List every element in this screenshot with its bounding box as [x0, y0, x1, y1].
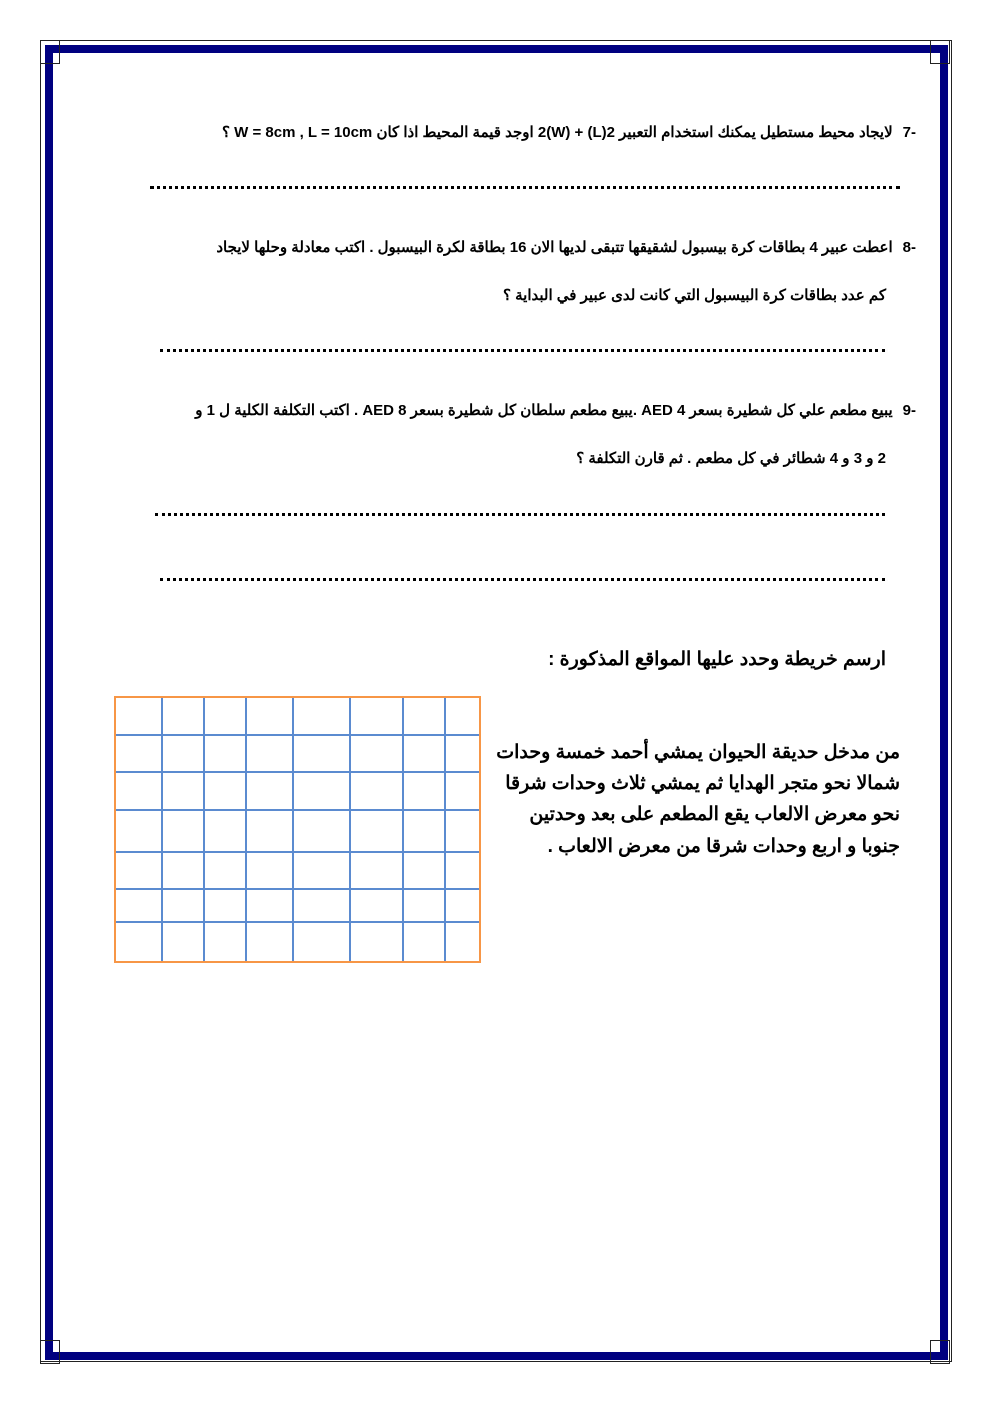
- question-text: يبيع مطعم علي كل شطيرة بسعر AED 4 .يبيع مطعم سلطان كل شطيرة بسعر AED 8 . اكتب التكلفة الكلية ل 1 و: [195, 402, 893, 419]
- question-8-line-2: كم عدد بطاقات كرة البيسبول التي كانت لدى عبير في البداية ؟: [502, 287, 886, 304]
- question-9-line-2: 2 و 3 و 4 شطائر في كل مطعم . ثم قارن التكلفة ؟: [576, 450, 886, 467]
- answer-line[interactable]: [160, 578, 885, 581]
- question-number: -7: [902, 124, 916, 141]
- corner-ornament-tl: [40, 40, 60, 64]
- question-number: -9: [902, 402, 916, 419]
- question-number: -8: [902, 239, 916, 256]
- answer-line[interactable]: [155, 513, 885, 516]
- map-task-line-4: جنوبا و اربع وحدات شرقا من معرض الالعاب .: [547, 836, 900, 857]
- grid-line: [116, 809, 479, 811]
- map-task-line-2: شمالا نحو متجر الهدايا ثم يمشي ثلاث وحدات شرقا: [505, 773, 900, 794]
- question-9: [195, 401, 916, 419]
- corner-ornament-tr: [930, 40, 950, 64]
- grid-line: [116, 888, 479, 890]
- corner-ornament-br: [930, 1340, 950, 1364]
- grid-line: [116, 734, 479, 736]
- question-text: لايجاد محيط مستطيل يمكنك استخدام التعبير 2(L) + 2(W) اوجد قيمة المحيط اذا كان W = 8cm , L = 10cm ؟: [222, 124, 893, 141]
- question-text: اعطت عبير 4 بطاقات كرة بيسبول لشقيقها تتبقى لديها الان 16 بطاقة لكرة البيسبول . اكتب معادلة وحلها لايجاد: [216, 239, 893, 256]
- map-grid[interactable]: [114, 696, 481, 963]
- grid-line: [116, 851, 479, 853]
- map-task-line-1: من مدخل حديقة الحيوان يمشي أحمد خمسة وحدات: [496, 742, 900, 763]
- map-task-line-3: نحو معرض الالعاب يقع المطعم على بعد وحدتين: [529, 804, 900, 825]
- map-task-heading: ارسم خريطة وحدد عليها المواقع المذكورة :: [548, 649, 886, 670]
- question-7: [222, 123, 916, 141]
- grid-line: [116, 771, 479, 773]
- corner-ornament-bl: [40, 1340, 60, 1364]
- answer-line[interactable]: [150, 186, 900, 189]
- question-8: [216, 238, 916, 256]
- grid-line: [116, 921, 479, 923]
- answer-line[interactable]: [160, 349, 885, 352]
